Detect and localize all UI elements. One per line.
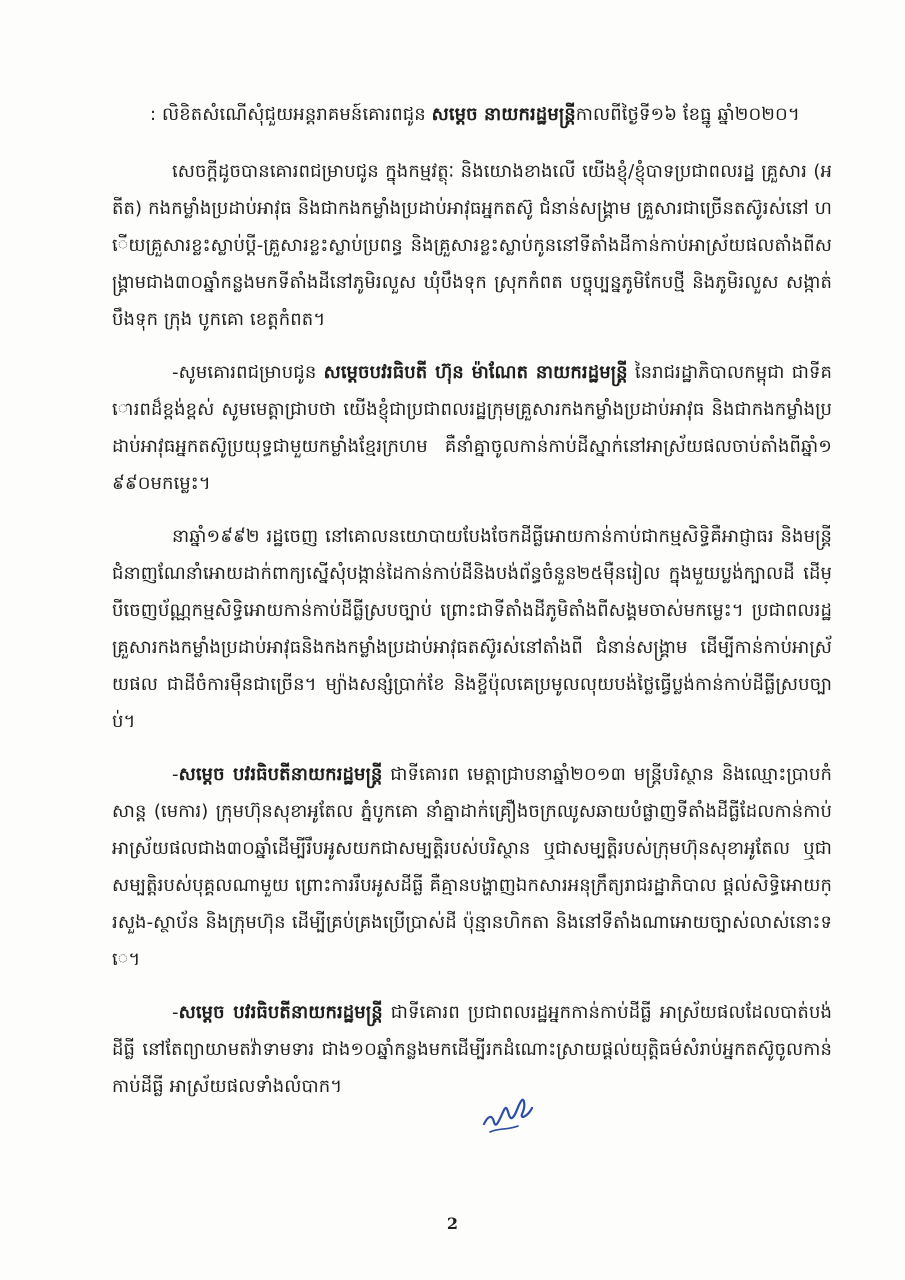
addressee-bold: សម្តេច នាយករដ្ឋមន្ត្រី — [431, 104, 576, 125]
paragraph-appeal-body: ជាទីគោរព ប្រជាពលរដ្ឋអ្នកកាន់កាប់ដីធ្លី អាស្រ័យផលដែលបាត់បង់ដីធ្លី នៅតែព្យាយាមតវ៉ាទាមទារ ជាង១០ឆ្នាំកន្លងមកដើម្បីរកដំណោះស្រាយផ្តល់យុត្តិធម៌សំរាប់អ្នកតស៊ូចូលកាន់កាប់ដីធ្លី អាស្រ័យផលទាំងលំបាក។ — [112, 1002, 832, 1097]
paragraph-incident-body: ជាទីគោរព មេត្តាជ្រាបនាឆ្នាំ២០១៣ មន្ត្រីបរិស្ថាន និងឈ្មោះប្រាបកំសាន្ត (មេការ) ក្រុមហ៊ុនសុខាអូតែល ភ្នំបូកគោ នាំគ្នាដាក់គ្រឿងចក្រឈូសឆាយបំផ្លាញទីតាំងដីធ្លីដែលកាន់កាប់អាស្រ័យផលជាង៣០ឆ្នាំដើម្បីរឹបអូសយកជាសម្បត្តិរបស់បរិស្ថាន ឬជាសម្បត្តិរបស់ក្រុមហ៊ុនសុខាអូតែល ឬជាសម្បត្តិរបស់បុគ្គលណាមួយ ព្រោះការរឹបអូសដីធ្លី គឺគ្មានបង្ហាញឯកសារអនុក្រឹត្យរាជរដ្ឋាភិបាល ផ្តល់សិទ្ធិអោយក្រសួង-ស្ថាប័ន និងក្រុមហ៊ុន ដើម្បីគ្រប់គ្រងប្រើប្រាស់ដី ប៉ុន្មានហិកតា និងនៅទីតាំងណាអោយច្បាស់លាស់នោះទេ។ — [112, 764, 832, 970]
dash-marker: - — [172, 764, 179, 785]
page-number: 2 — [446, 1214, 459, 1233]
subject-date: កាលពីថ្ងៃទី១៦ ខែធ្នូ ឆ្នាំ២០២០។ — [575, 104, 800, 125]
document-body — [112, 96, 832, 1105]
paragraph-incident — [112, 756, 832, 978]
dash-marker-2: - — [172, 1002, 179, 1023]
subject-text: : លិខិតសំណើសុំជួយអន្តរាគមន៍គោរពជូន — [150, 104, 432, 125]
paragraph-intro: សេចក្តីដូចបានគោរពជម្រាបជូន ក្នុងកម្មវត្ថុៈ និងយោងខាងលើ យើងខ្ញុំ/ខ្ញុំបាទប្រជាពលរដ្ឋ គ្រួសារ (អតីត) កងកម្លាំងប្រដាប់អាវុធ និងជាកងកម្លាំងប្រដាប់អាវុធអ្នកតស៊ូ ជំនាន់សង្គ្រាម គ្រួសារជាច្រើនតស៊ូរស់នៅ ហើយគ្រួសារខ្លះស្លាប់ប្តី-គ្រួសារខ្លះស្លាប់ប្រពន្ធ និងគ្រួសារខ្លះស្លាប់កូននៅទីតាំងដីកាន់កាប់អាស្រ័យផលតាំងពីសង្គ្រាមជាង៣០ឆ្នាំកន្លងមកទីតាំងដីនៅភូមិរលួស ឃុំបឹងទុក ស្រុកកំពត បច្ចុប្បន្នភូមិកែបថ្មី និងភូមិរលួស សង្កាត់បឹងទុក ក្រុង បូកគោ ខេត្តកំពត។ — [112, 161, 832, 330]
paragraph-history: នាឆ្នាំ១៩៩២ រដ្ឋចេញ នៅគោលនយោបាយបែងចែកដីធ្លីអោយកាន់កាប់ជាកម្មសិទ្ធិគឺអាជ្ញាធរ និងមន្ត្រីជំនាញណែនាំអោយដាក់ពាក្យស្នើសុំបង្កាន់ដៃកាន់កាប់ដីនិងបង់ព័ន្ធចំនួន២៥ម៉ឺនរៀល ក្នុងមួយប្លង់ក្បាលដី ដើម្បីចេញប័ណ្ណកម្មសិទ្ធិអោយកាន់កាប់ដីធ្លីស្របច្បាប់ ព្រោះជាទីតាំងដីភូមិតាំងពីសង្គមចាស់មកម្លេះ។ ប្រជាពលរដ្ឋ គ្រួសារកងកម្លាំងប្រដាប់អាវុធនិងកងកម្លាំងប្រដាប់អាវុធតស៊ូរស់នៅតាំងពី ជំនាន់សង្គ្រាម ដើម្បីកាន់កាប់អាស្រ័យផល ជាដីចំការម៉ឺនជាច្រើន។ ម្យ៉ាងសន្សំប្រាក់ខែ និងខ្ចីប៉ុលគេប្រមូលលុយបង់ថ្លៃធ្វើប្លង់កាន់កាប់ដីធ្លីស្របច្បាប់។ — [112, 526, 832, 732]
addressee-bold-2: សម្តេច បវរធិបតីនាយករដ្ឋមន្ត្រី — [178, 764, 383, 785]
subject-line — [150, 96, 832, 133]
addressee-bold-3: សម្តេច បវរធិបតីនាយករដ្ឋមន្ត្រី — [178, 1002, 383, 1023]
paragraph-address-lead: -សូមគោរពជម្រាបជូន — [172, 362, 324, 383]
paragraph-address — [112, 354, 832, 502]
paragraph-appeal — [112, 994, 832, 1105]
handwritten-signature-icon — [478, 1088, 538, 1140]
prime-minister-name-bold: សម្តេចបវរធិបតី ហ៊ុន ម៉ាណែត នាយករដ្ឋមន្ត្រី — [323, 362, 628, 383]
paragraph-address-body: នៃរាជរដ្ឋាភិបាលកម្ពុជា ជាទីគោរពដ៏ខ្ពង់ខ្ពស់ សូមមេត្តាជ្រាបថា យើងខ្ញុំជាប្រជាពលរដ្ឋក្រុមគ្រួសារកងកម្លាំងប្រដាប់អាវុធ និងជាកងកម្លាំងប្រដាប់អាវុធអ្នកតស៊ូប្រយុទ្ធជាមួយកម្លាំងខ្មែរក្រហម គឺនាំគ្នាចូលកាន់កាប់ដីស្នាក់នៅអាស្រ័យផលចាប់តាំងពីឆ្នាំ១៩៩០មកម្លេះ។ — [112, 362, 833, 494]
